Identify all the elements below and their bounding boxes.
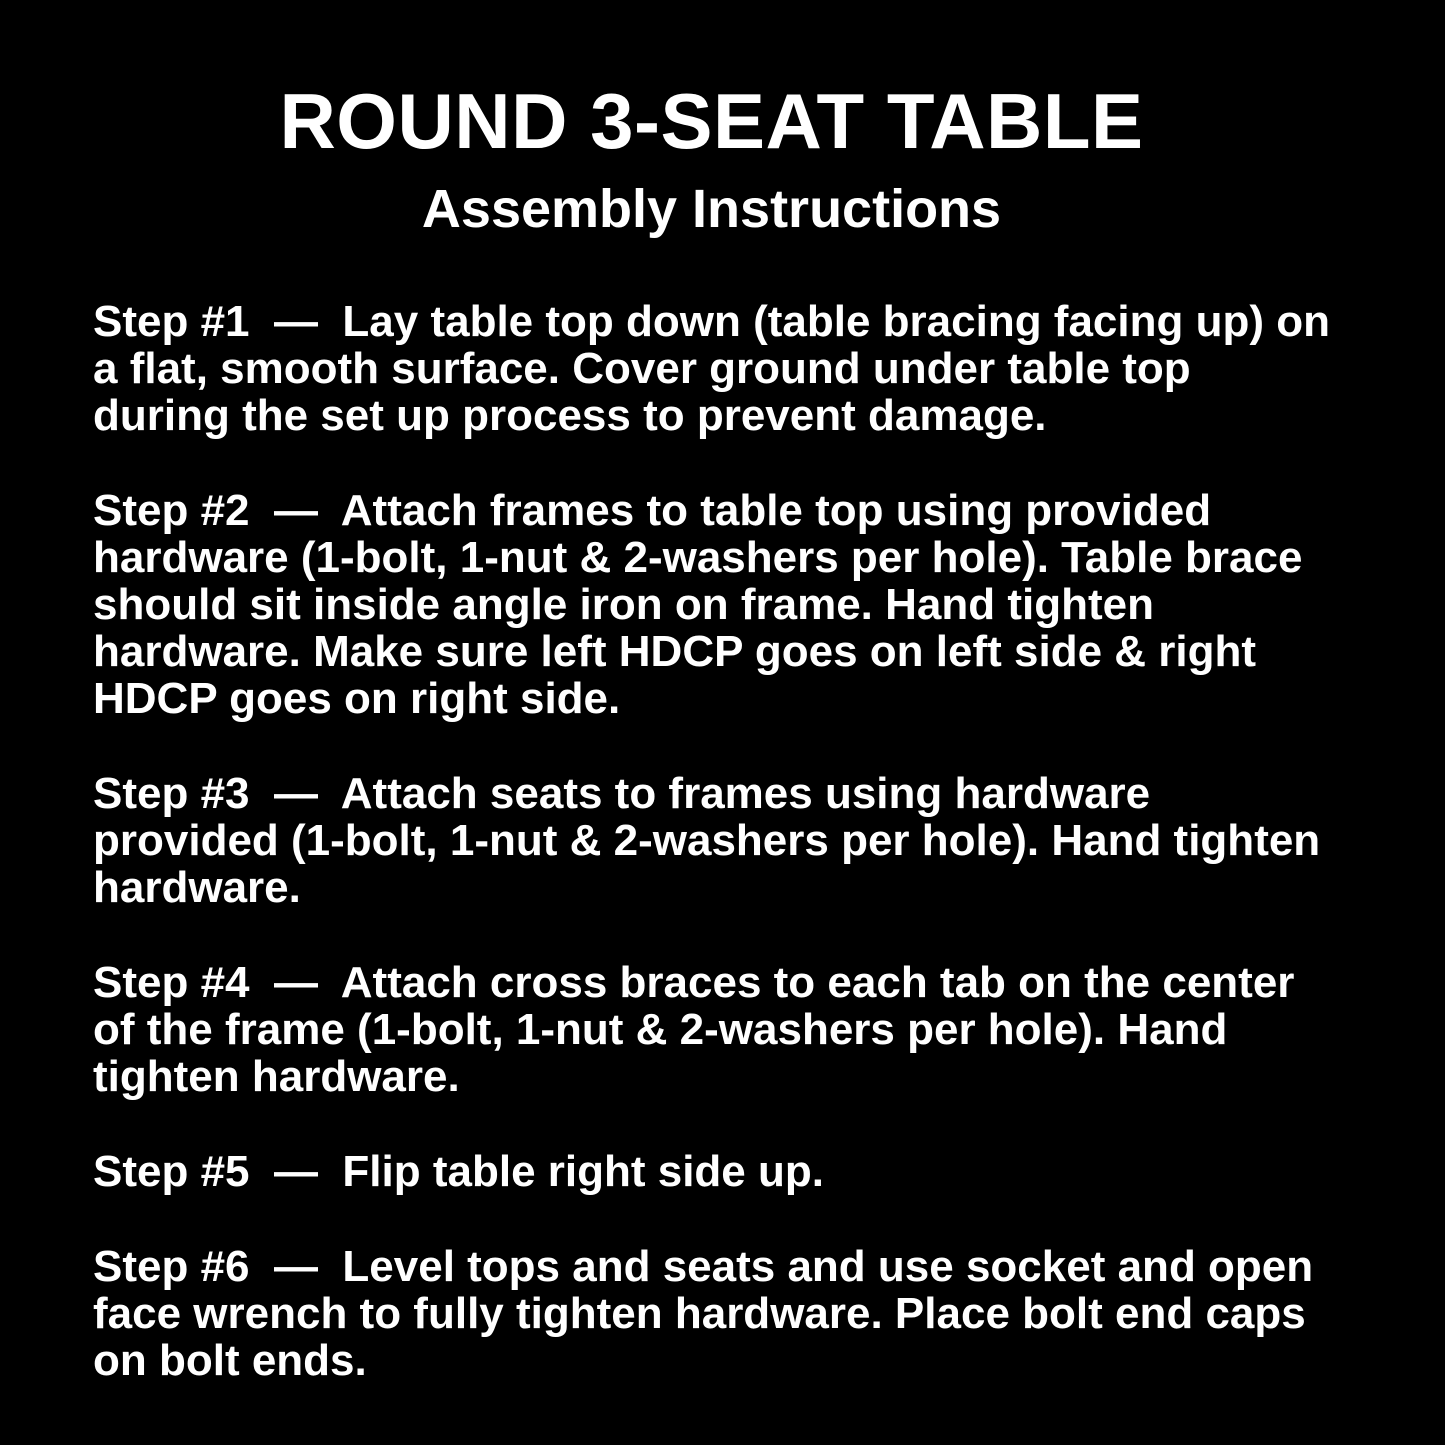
- step-1-text: Step #1 — Lay table top down (table bracing facing up) on a flat, smooth surface. Cover ground under table top during the set up process to prevent damage.: [93, 297, 1343, 440]
- step-2-text: Step #2 — Attach frames to table top using provided hardware (1-bolt, 1-nut & 2-washers per hole). Table brace should sit inside angle iron on frame. Hand tighten hardware. Make sure left HDCP goes on left side & right HDCP goes on right side.: [93, 486, 1315, 723]
- step-4-text: Step #4 — Attach cross braces to each tab on the center of the frame (1-bolt, 1-nut & 2-washers per hole). Hand tighten hardware.: [93, 958, 1307, 1101]
- step-6-text: Step #6 — Level tops and seats and use socket and open face wrench to fully tighten hardware. Place bolt end caps on bolt ends.: [93, 1242, 1326, 1385]
- steps-list: [93, 297, 1343, 1385]
- page-subtitle: Assembly Instructions: [421, 179, 1002, 239]
- page-title: ROUND 3-SEAT TABLE: [279, 77, 1144, 165]
- step-3-text: Step #3 — Attach seats to frames using hardware provided (1-bolt, 1-nut & 2-washers per hole). Hand tighten hardware.: [93, 769, 1333, 912]
- step-5-text: Step #5 — Flip table right side up.: [93, 1147, 824, 1196]
